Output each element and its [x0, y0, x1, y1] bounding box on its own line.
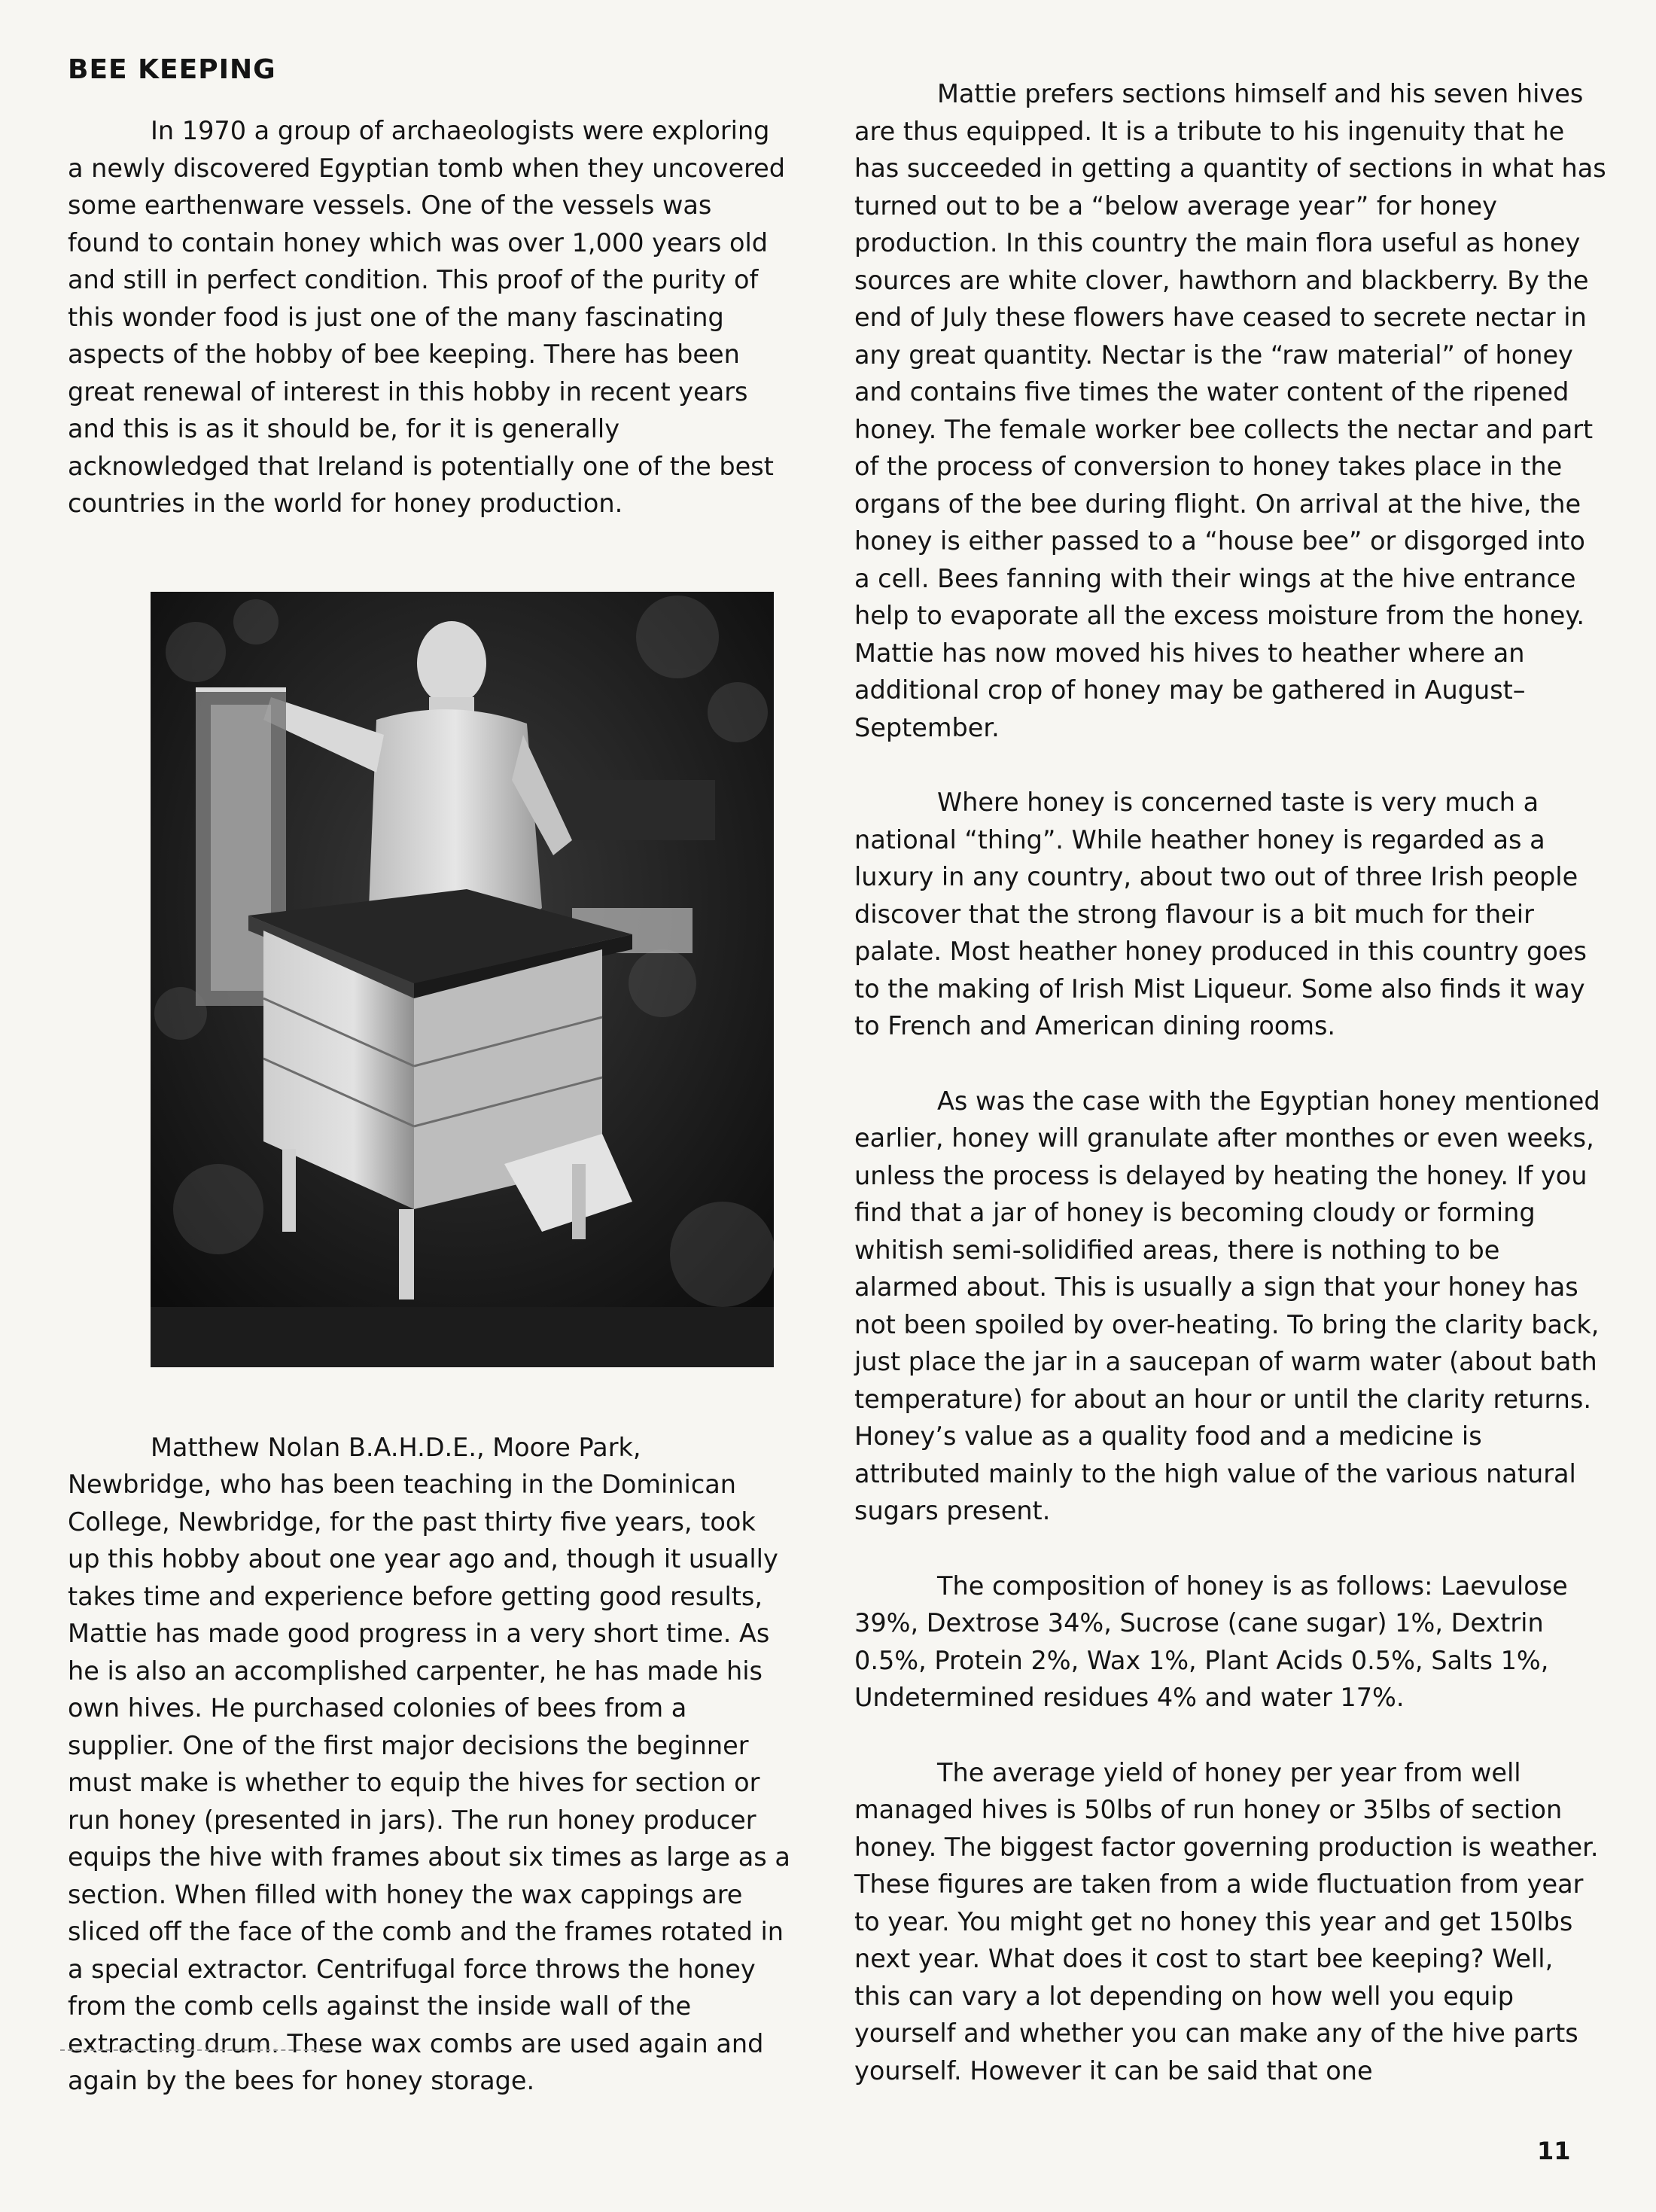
paragraph: Matthew Nolan B.A.H.D.E., Moore Park, Newbridge, who has been teaching in the Dominican College, Newbridge, for the past thirty five years, took up this hobby about one year ago and, though it usually takes time and experience before getting good results, Mattie has made good progress in a very short time. As he is also an accomplished carpenter, he has made his own hives. He purchased colonies of bees from a supplier. One of the first major decisions the beginner must make is whether to equip the hives for section or run honey (presented in jars). The run honey producer equips the hive with frames about six times as large as a section. When filled with honey the wax cappings are sliced off the face of the comb and the frames rotated in a special extractor. Centrifugal force throws the honey from the comb cells against the inside wall of the extracting drum. These wax combs are used again and again by the bees for honey storage.: [68, 1432, 790, 2095]
article-heading: BEE KEEPING: [68, 54, 276, 85]
paragraph: Mattie prefers sections himself and his seven hives are thus equipped. It is a tribute to his ingenuity that he has succeeded in getting a quantity of sections in what has turned out to be a “below average year” for honey production. In this country the main flora useful as honey sources are white clover, hawthorn and blackberry. By the end of July these flowers have ceased to secrete nectar in any great quantity. Nectar is the “raw material” of honey and contains five times the water content of the ripened honey. The female worker bee collects the nectar and part of the process of conversion to honey takes place in the organs of the bee during flight. On arrival at the hive, the honey is either passed to a “house bee” or disgorged into a cell. Bees fanning with their wings at the hive entrance help to evaporate all the excess moisture from the honey. Mattie has now moved his hives to heather where an additional crop of honey may be gathered in August–September.: [854, 79, 1606, 742]
decorative-dash-mark: [60, 2049, 331, 2054]
right-column: [854, 75, 1607, 2127]
paragraph: As was the case with the Egyptian honey mentioned earlier, honey will granulate after monthes or even weeks, unless the process is delayed by heating the honey. If you find that a jar of honey is becoming cloudy or forming whitish semi-solidified areas, there is nothing to be alarmed about. This is usually a sign that your honey has not been spoiled by over-heating. To bring the clarity back, just place the jar in a saucepan of warm water (about bath temperature) for about an hour or until the clarity returns. Honey’s value as a quality food and a medicine is attributed mainly to the high value of the various natural sugars present.: [854, 1086, 1600, 1525]
paragraph: In 1970 a group of archaeologists were exploring a newly discovered Egyptian tomb when they uncovered some earthenware vessels. One of the vessels was found to contain honey which was over 1,000 years old and still in perfect condition. This proof of the purity of this wonder food is just one of the many fascinating aspects of the hobby of bee keeping. There has been great renewal of interest in this hobby in recent years and this is as it should be, for it is generally acknowledged that Ireland is potentially one of the best countries in the world for honey production.: [68, 116, 785, 518]
paragraph: The average yield of honey per year from well managed hives is 50lbs of run honey or 35lbs of section honey. The biggest factor governing production is weather. These figures are taken from a wide fluctuation from year to year. You might get no honey this year and get 150lbs next year. What does it cost to start bee keeping? Well, this can vary a lot depending on how well you equip yourself and whether you can make any of the hive parts yourself. However it can be said that one: [854, 1757, 1599, 2086]
left-column: [68, 45, 790, 2100]
beekeeper-photo: [151, 592, 774, 1367]
page-number: 11: [1537, 2137, 1571, 2165]
paragraph: The composition of honey is as follows: Laevulose 39%, Dextrose 34%, Sucrose (cane sugar) 1%, Dextrin 0.5%, Protein 2%, Wax 1%, Plant Acids 0.5%, Salts 1%, Undetermined residues 4% and water 17%.: [854, 1571, 1568, 1712]
paragraph: Where honey is concerned taste is very much a national “thing”. While heather honey is regarded as a luxury in any country, about two out of three Irish people discover that the strong flavour is a bit much for their palate. Most heather honey produced in this country goes to the making of Irish Mist Liqueur. Some also finds it way to French and American dining rooms.: [854, 788, 1587, 1040]
